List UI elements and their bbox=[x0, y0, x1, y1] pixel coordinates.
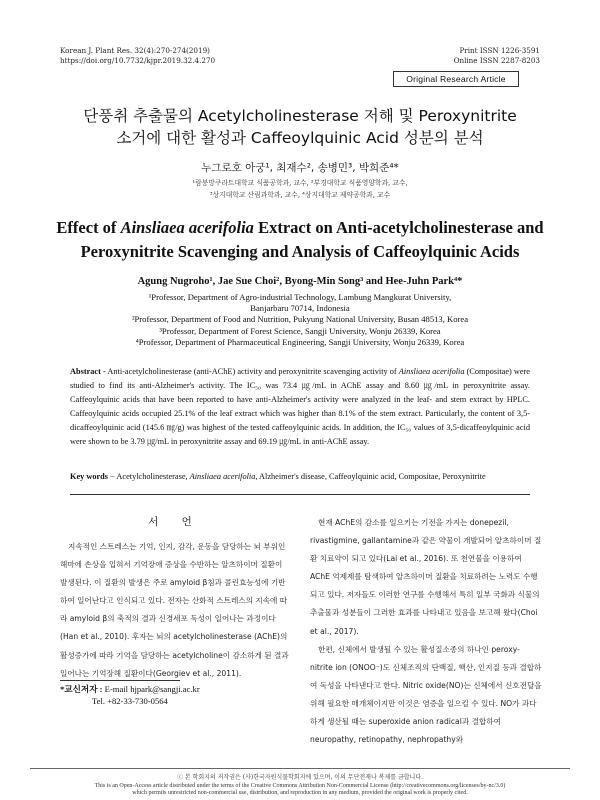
affiliation-line: ¹Professor, Department of Agro-industrial Technology, Lambung Mangkurat University, bbox=[148, 292, 452, 302]
korean-authors: 누그로호 아궁¹, 최재수², 송병민³, 박희준⁴* bbox=[201, 162, 399, 174]
correspondence-label: *교신저자 : bbox=[60, 684, 103, 694]
english-title-line-1: Effect of Ainsliaea acerifolia Extract on Anti-acetylcholinesterase and bbox=[56, 218, 544, 237]
correspondence-tel: Tel. +82-33-730-0564 bbox=[92, 696, 168, 706]
license-notice bbox=[30, 783, 570, 798]
print-issn: Print ISSN 1226-3591 bbox=[459, 46, 540, 55]
keywords-label: Key words bbox=[70, 472, 109, 481]
journal-name: Korean J. Plant Res. 32(4):270-274(2019) bbox=[60, 46, 210, 55]
korean-affiliation-line-2: ³상지대학교 산림과학과, 교수, ⁴상지대학교 제약공학과, 교수 bbox=[209, 191, 391, 199]
copyright-notice: ⓒ 본 학회지의 저작권은 (사)한국자원식물학회지에 있으며, 이의 무단전재나 복제를 금합니다. bbox=[176, 774, 424, 781]
footnote-divider bbox=[60, 680, 180, 681]
left-column bbox=[60, 538, 292, 683]
english-title-line-2: Peroxynitrite Scavenging and Analysis of Caffeoylquinic Acids bbox=[80, 242, 520, 261]
abstract: Abstract - Anti-acetylcholinesterase (anti-AChE) activity and peroxynitrite scavenging activity of Ainsliaea acerifolia (Compositae) were studied to find its anti-Alzheimer's activity. The IC₅₀ was 73.4 ㎍/mL in AChE assay and 8.60 ㎍/mL in peroxynitrite assay. Caffeoylquinic acids that have been reported to have anti-Alzheimer's activity were analyzed in the leaf- and stem extract by HPLC. Caffeoylquinic acids occupied 25.1% of the leaf extract which was higher than 8.1% of the stem extract. Particularly, the content of 3,5-dicaffeoylquinic acid (145.6 ㎎/g) was highest of the tested caffeoylquinic acids. In addition, the IC₅₀ values of 3,5-dicaffeoylquinic acid were shown to be 3.79 ㎍/mL in peroxynitrite assay and 69.19 ㎍/mL in anti-AChE assay. bbox=[70, 367, 530, 446]
license-line: This is an Open-Access article distributed under the terms of the Creative Commons Attribution Non-Commercial License (http://creativecommons.org/licenses/by-nc/3.0) bbox=[94, 783, 506, 789]
abstract-species-name: Ainsliaea acerifolia bbox=[398, 367, 465, 376]
korean-affiliation-line-1: ¹람붕망쿠라트대학교 식품공학과, 교수, ²부경대학교 식품영양학과, 교수, bbox=[192, 179, 408, 187]
online-issn: Online ISSN 2287-8203 bbox=[453, 56, 540, 65]
english-affiliations bbox=[60, 292, 540, 348]
issn-block bbox=[420, 46, 540, 66]
article-type-badge: Original Research Article bbox=[393, 71, 519, 87]
footer-divider bbox=[30, 768, 570, 769]
korean-title-line-1: 단풍취 추출물의 Acetylcholinesterase 저해 및 Peroxynitrite bbox=[83, 107, 517, 125]
section-divider bbox=[70, 494, 530, 495]
abstract-label: Abstract bbox=[70, 367, 101, 376]
correspondence bbox=[60, 683, 200, 707]
affiliation-line: Banjarbaru 70714, Indonesia bbox=[250, 303, 350, 314]
affiliation-line: ⁴Professor, Department of Pharmaceutical Engineering, Sangji University, Wonju 26339, Korea bbox=[135, 336, 465, 347]
affiliation-line: ³Professor, Department of Forest Science, Sangji University, Wonju 26339, Korea bbox=[159, 325, 441, 336]
intro-paragraph: 현재 AChE의 감소를 일으키는 기전을 가지는 donepezil, rivastigmine, gallantamine과 같은 약물이 개발되어 알츠하이머 질환 치료약이 되고 있다(Lai et al., 2016). 또 천연물을 이용하여 AChE 억제제를 탐색하여 알츠하이머 질환을 치료하려는 노력도 수행되고 있다. 저자들도 이러한 연구를 수행해서 특히 일부 국화과 식물의 추출물과 성분들이 그러한 효과를 나타내고 있음을 보고해 왔다(Choi et al., 2017). bbox=[310, 518, 542, 636]
intro-paragraph: 지속적인 스트레스는 기억, 인지, 감각, 운동을 담당하는 뇌 부위인 해마에 손상을 입혀서 기억장애 증상을 수반하는 알츠하이머 질환이 발생된다. 이 질환의 발생은 주로 amyloid β침과 콜린효능성에 기반하여 일어난다고 인식되고 있다. 전자는 산화적 스트레스의 지속에 따라 amyloid β의 축적의 결과 신경세포 독성이 일어나는 과정이다(Han et al., 2010). 후자는 뇌의 acetylcholinesterase (AChE)의 활성증가에 따라 기억을 담당하는 acetylcholine이 감소하게 된 결과 일어나는 기억장해 질환이다(Georgiev et al., 2011). bbox=[60, 542, 289, 678]
keywords: Key words − Acetylcholinesterase, Ainsliaea acerifolia, Alzheimer's disease, Caffeoylquinic acid, Compositae, Peroxynitrite bbox=[70, 472, 486, 481]
intro-paragraph: 한편, 신체에서 발생될 수 있는 활성질소종의 하나인 peroxy-nitrite ion (ONOO⁻)도 신체조직의 단백질, 핵산, 인지질 등과 결합하여 독성을 나타낸다고 한다. Nitric oxide(NO)는 신체에서 신호전달을 위해 필요한 매개체이지만 이것은 염증을 일으킬 수 있다. NO가 과다하게 생산될 때는 superoxide anion radical과 결합하여 neuropathy, retinopathy, nephropathy와 bbox=[310, 644, 542, 745]
correspondence-email[interactable]: E-mail hjpark@sangji.ac.kr bbox=[102, 684, 200, 694]
korean-title-line-2: 소거에 대한 활성과 Caffeoylquinic Acid 성분의 분석 bbox=[116, 129, 484, 147]
journal-citation bbox=[60, 46, 215, 66]
doi-link[interactable]: https://doi.org/10.7732/kjpr.2019.32.4.270 bbox=[60, 56, 216, 65]
right-column bbox=[310, 514, 542, 749]
affiliation-line: ²Professor, Department of Food and Nutrition, Pukyung National University, Busan 48513, Korea bbox=[131, 314, 469, 325]
section-title: 서 언 bbox=[148, 516, 202, 528]
license-line: which permits unrestricted non-commercial use, distribution, and reproduction in any medium, provided the original work is properly cited. bbox=[132, 790, 468, 797]
title-species-name: Ainsliaea acerifolia bbox=[120, 218, 254, 237]
english-authors: Agung Nugroho¹, Jae Sue Choi², Byong-Min Song³ and Hee-Juhn Park⁴* bbox=[137, 276, 463, 287]
keywords-species-name: Ainsliaea acerifolia bbox=[189, 472, 256, 481]
